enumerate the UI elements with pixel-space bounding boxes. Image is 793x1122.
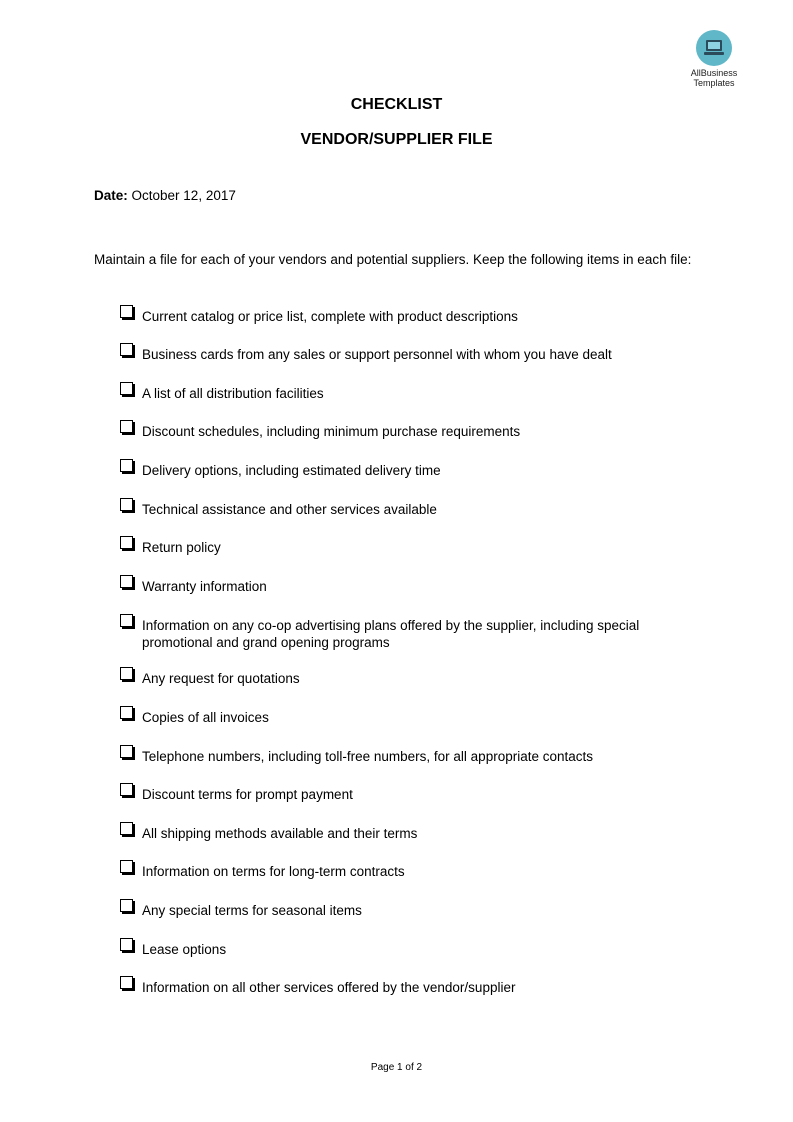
checkbox-icon[interactable]	[120, 614, 133, 627]
logo-text-line2: Templates	[693, 78, 735, 88]
intro-paragraph: Maintain a file for each of your vendors and potential suppliers. Keep the following items in each file:	[94, 252, 692, 267]
checklist-item-label: Information on terms for long-term contracts	[142, 864, 405, 879]
checkbox-icon[interactable]	[120, 420, 133, 433]
checklist-item-label: Business cards from any sales or support personnel with whom you have dealt	[142, 347, 612, 362]
checklist-item-label: Warranty information	[142, 579, 267, 594]
checkbox-icon[interactable]	[120, 382, 133, 395]
checklist-item-label: Current catalog or price list, complete with product descriptions	[142, 309, 518, 324]
allbusiness-logo	[680, 30, 748, 88]
checkbox-icon[interactable]	[120, 938, 133, 951]
checklist-item-label: Telephone numbers, including toll-free numbers, for all appropriate contacts	[142, 749, 593, 764]
checkbox-icon[interactable]	[120, 783, 133, 796]
document-subtitle: VENDOR/SUPPLIER FILE	[300, 131, 493, 148]
date-value: October 12, 2017	[131, 188, 236, 203]
laptop-icon	[696, 30, 732, 66]
checklist-item-label: All shipping methods available and their terms	[142, 826, 418, 841]
checkbox-icon[interactable]	[120, 745, 133, 758]
checklist-item-label: A list of all distribution facilities	[142, 386, 324, 401]
checkbox-icon[interactable]	[120, 305, 133, 318]
checklist-item-label: Delivery options, including estimated delivery time	[142, 463, 441, 478]
checkbox-icon[interactable]	[120, 536, 133, 549]
page-number: Page 1 of 2	[370, 1062, 423, 1073]
logo-text-line1: AllBusiness	[690, 68, 738, 78]
checklist-item-label: Information on all other services offered by the vendor/supplier	[142, 980, 516, 995]
document-title: CHECKLIST	[350, 96, 443, 113]
checkbox-icon[interactable]	[120, 343, 133, 356]
checkbox-icon[interactable]	[120, 498, 133, 511]
checklist-item-label: Lease options	[142, 942, 227, 957]
checklist-item-label: Copies of all invoices	[142, 710, 269, 725]
checklist-item-label: Any special terms for seasonal items	[142, 903, 362, 918]
checkbox-icon[interactable]	[120, 706, 133, 719]
checkbox-icon[interactable]	[120, 575, 133, 588]
checklist-item-label: Return policy	[142, 540, 221, 555]
checklist-item-label: Information on any co-op advertising plans offered by the supplier, including special promotional and grand opening programs	[142, 618, 640, 650]
checkbox-icon[interactable]	[120, 860, 133, 873]
checklist-item-label: Any request for quotations	[142, 671, 300, 686]
date-line	[94, 188, 236, 203]
checkbox-icon[interactable]	[120, 459, 133, 472]
checklist-item-label: Discount schedules, including minimum purchase requirements	[142, 424, 521, 439]
checkbox-icon[interactable]	[120, 976, 133, 989]
checklist-item-label: Discount terms for prompt payment	[142, 787, 353, 802]
checkbox-icon[interactable]	[120, 822, 133, 835]
date-label: Date:	[94, 188, 128, 203]
checklist-item-label: Technical assistance and other services available	[142, 502, 437, 517]
checkbox-icon[interactable]	[120, 899, 133, 912]
checkbox-icon[interactable]	[120, 667, 133, 680]
